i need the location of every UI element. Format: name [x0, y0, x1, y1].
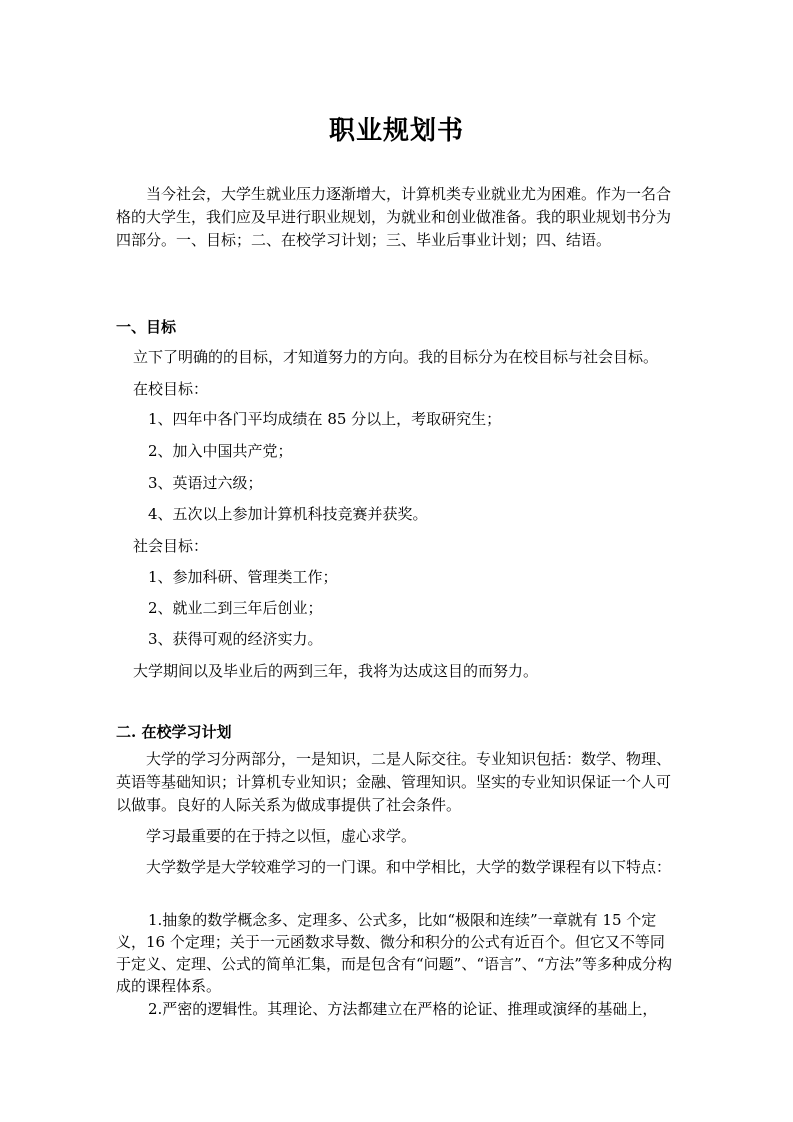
section-heading-goals: 一、目标	[116, 318, 177, 336]
list-item: 3、获得可观的经济实力。	[148, 630, 323, 648]
study-paragraph-1: 大学的学习分两部分，一是知识，二是人际交往。专业知识包括：数学、物理、英语等基础知识；计算机专业知识；金融、管理知识。坚实的专业知识保证一个人可以做事。良好的人际关系为做成事提供了社会条件。	[116, 750, 672, 814]
study-paragraph-4: 1.抽象的数学概念多、定理多、公式多，比如“极限和连续”一章就有 15 个定义，16 个定理；关于一元函数求导数、微分和积分的公式有近百个。但它又不等同于定义、定理、公式的简单汇集，而是包含有“问题”、“语言”、“方法”等多种成分构成的课程体系。	[116, 911, 673, 995]
goals-closing: 大学期间以及毕业后的两到三年，我将为达成这目的而努力。	[133, 662, 539, 680]
school-goals-label: 在校目标：	[133, 380, 209, 398]
study-paragraph-3: 大学数学是大学较难学习的一门课。和中学相比，大学的数学课程有以下特点：	[146, 858, 672, 876]
study-paragraph-5: 2.严密的逻辑性。其理论、方法都建立在严格的论证、推理或演绎的基础上，	[148, 1000, 658, 1018]
study-paragraph-2: 学习最重要的在于持之以恒，虚心求学。	[146, 827, 417, 845]
society-goals-label: 社会目标：	[133, 537, 209, 555]
list-item: 4、五次以上参加计算机科技竞赛并获奖。	[148, 505, 428, 523]
goals-lead: 立下了明确的的目标，才知道努力的方向。我的目标分为在校目标与社会目标。	[133, 348, 659, 366]
list-item: 2、加入中国共产党；	[148, 442, 293, 460]
intro-paragraph: 当今社会，大学生就业压力逐渐增大，计算机类专业就业尤为困难。作为一名合格的大学生，我们应及早进行职业规划，为就业和创业做准备。我的职业规划书分为四部分。一、目标；二、在校学习计划；三、毕业后事业计划；四、结语。	[116, 185, 672, 249]
document-title: 职业规划书	[328, 116, 464, 146]
list-item: 3、英语过六级；	[148, 474, 263, 492]
list-item: 1、参加科研、管理类工作；	[148, 568, 338, 586]
section-heading-study-plan: 二. 在校学习计划	[116, 723, 232, 741]
list-item: 1、四年中各门平均成绩在 85 分以上，考取研究生；	[148, 410, 502, 428]
list-item: 2、就业二到三年后创业；	[148, 599, 323, 617]
